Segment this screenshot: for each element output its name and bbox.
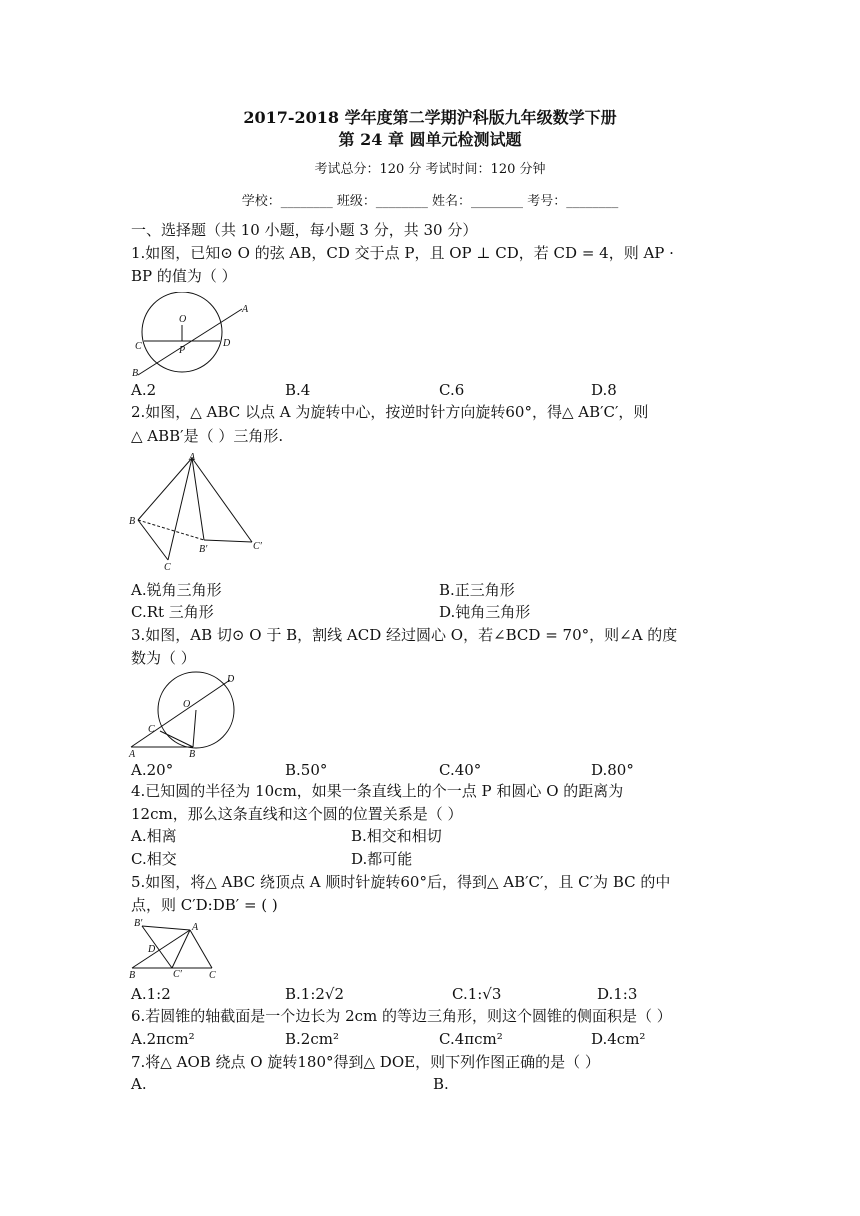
q4-option-c: C.相交 (131, 850, 177, 868)
q3-text-line2: 数为（ ） (131, 649, 196, 667)
q2-label-b: B (129, 516, 136, 527)
q1-label-o: O (179, 314, 187, 325)
q6-text-line1: 6.若圆锥的轴截面是一个边长为 2cm 的等边三角形，则这个圆锥的侧面积是（ ） (131, 1007, 672, 1025)
q5-option-a: A.1:2 (131, 985, 171, 1003)
q5-text-line2: 点，则 C′D:DB′ = ( ) (131, 896, 278, 914)
q2-option-c: C.Rt 三角形 (131, 603, 214, 621)
q1-label-c: C (135, 341, 142, 352)
q1-option-a: A.2 (131, 381, 157, 399)
q1-text-line1: 1.如图，已知⊙ O 的弦 AB，CD 交于点 P，且 OP ⊥ CD，若 CD = 4，则 AP · (131, 244, 674, 262)
q4-text-line1: 4.已知圆的半径为 10cm，如果一条直线上的个一点 P 和圆心 O 的距离为 (131, 782, 624, 800)
q1-label-p: P (179, 345, 186, 356)
q4-option-a: A.相离 (131, 827, 177, 845)
q7-option-b: B. (433, 1075, 449, 1093)
q2-label-c-prime: C′ (253, 541, 262, 552)
q3-label-b: B (189, 749, 196, 760)
q6-option-a: A.2πcm² (131, 1030, 195, 1048)
q1-label-a: A (242, 304, 249, 315)
q2-text-line2: △ ABB′是（ ）三角形. (131, 427, 284, 445)
q7-option-a: A. (131, 1075, 147, 1093)
q1-option-d: D.8 (591, 381, 617, 399)
q3-label-d: D (227, 674, 235, 685)
q5-label-b-prime: B′ (134, 918, 143, 929)
q5-label-c-prime: C′ (173, 969, 182, 980)
q3-option-d: D.80° (591, 761, 634, 779)
q3-option-b: B.50° (285, 761, 328, 779)
q4-option-d: D.都可能 (351, 850, 413, 868)
q5-label-b: B (129, 970, 136, 980)
q3-figure-tangent-secant (128, 670, 243, 760)
q4-text-line2: 12cm，那么这条直线和这个圆的位置关系是（ ） (131, 805, 463, 823)
q3-text-line1: 3.如图，AB 切⊙ O 于 B，割线 ACD 经过圆心 O，若∠BCD = 70°，则∠A 的度 (131, 626, 678, 644)
q5-option-c: C.1:√3 (452, 985, 502, 1003)
q3-option-a: A.20° (131, 761, 174, 779)
q5-label-a: A (192, 922, 199, 933)
q3-label-a: A (129, 749, 136, 760)
q7-text-line1: 7.将△ AOB 绕点 O 旋转180°得到△ DOE，则下列作图正确的是（ ） (131, 1053, 600, 1071)
q6-option-c: C.4πcm² (439, 1030, 503, 1048)
q5-label-d: D (148, 944, 156, 955)
exam-title-line2: 第 24 章 圆单元检测试题 (338, 130, 522, 149)
q3-option-c: C.40° (439, 761, 482, 779)
q1-text-line2: BP 的值为（ ） (131, 267, 237, 285)
q3-label-o: O (183, 699, 191, 710)
q1-label-b: B (132, 368, 139, 379)
student-info: 学校：________ 班级：________ 姓名：________ 考号：________ (241, 194, 619, 209)
q2-option-a: A.锐角三角形 (131, 581, 222, 599)
q4-option-b: B.相交和相切 (351, 827, 442, 845)
q5-option-b: B.1:2√2 (285, 985, 345, 1003)
q5-label-c: C (209, 970, 216, 980)
q2-label-a: A (189, 452, 196, 463)
q1-figure-circle-chords (132, 292, 262, 380)
q3-label-c: C (148, 724, 155, 735)
section-heading: 一、选择题（共 10 小题，每小题 3 分，共 30 分） (131, 221, 478, 239)
exam-info: 考试总分：120 分 考试时间：120 分钟 (314, 162, 546, 177)
q1-option-b: B.4 (285, 381, 311, 399)
q2-figure-rotation (128, 450, 273, 572)
q1-label-d: D (223, 338, 231, 349)
q1-option-c: C.6 (439, 381, 465, 399)
q5-text-line1: 5.如图，将△ ABC 绕顶点 A 顺时针旋转60°后，得到△ AB′C′，且 C′为 BC 的中 (131, 873, 671, 891)
q2-option-b: B.正三角形 (439, 581, 515, 599)
q2-label-c: C (164, 562, 171, 572)
q2-option-d: D.钝角三角形 (439, 603, 531, 621)
q5-option-d: D.1:3 (597, 985, 638, 1003)
q6-option-b: B.2cm² (285, 1030, 339, 1048)
q2-label-b-prime: B′ (199, 544, 208, 555)
q6-option-d: D.4cm² (591, 1030, 646, 1048)
q2-text-line1: 2.如图，△ ABC 以点 A 为旋转中心，按逆时针方向旋转60°，得△ AB′C′，则 (131, 403, 649, 421)
q5-figure-rotation (128, 916, 228, 980)
exam-title-line1: 2017-2018 学年度第二学期沪科版九年级数学下册 (243, 108, 617, 127)
